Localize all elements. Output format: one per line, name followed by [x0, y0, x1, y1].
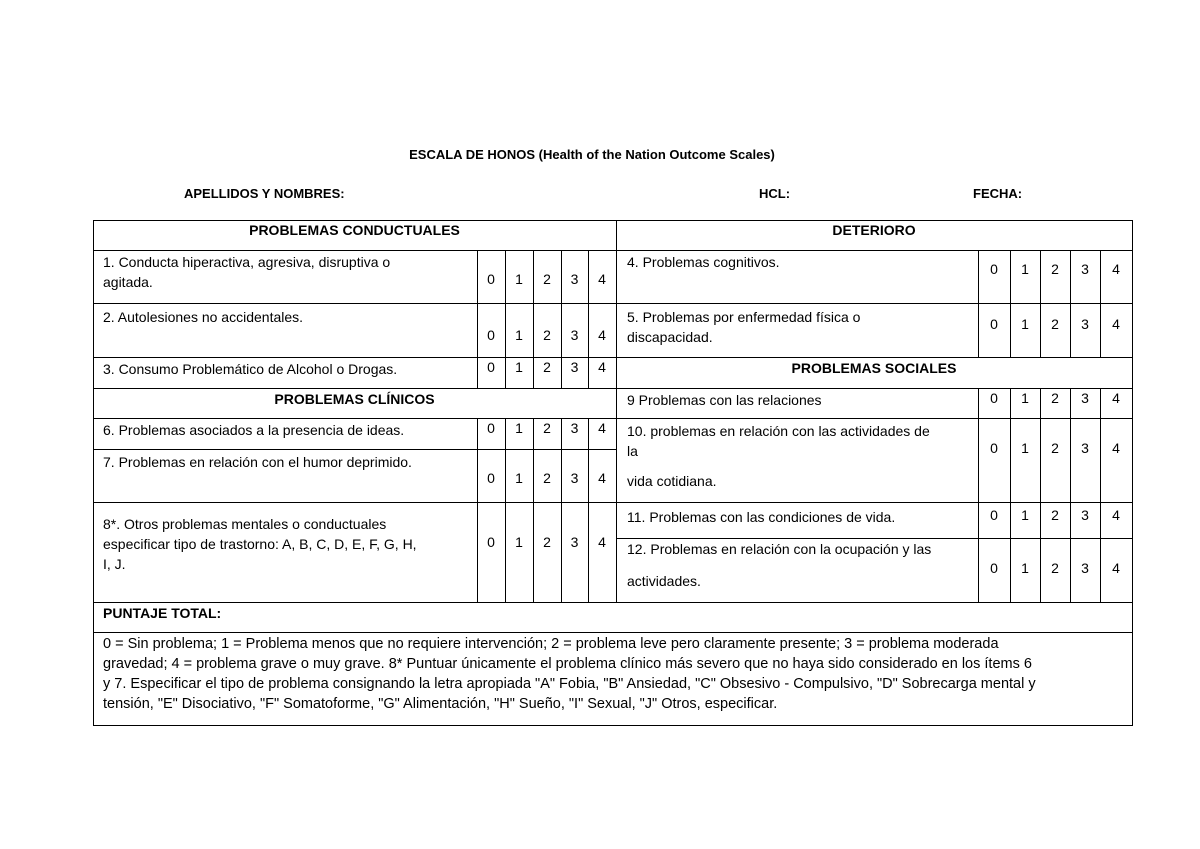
form-title: ESCALA DE HONOS (Health of the Nation Outcome Scales) [409, 147, 775, 162]
legend-line-1: 0 = Sin problema; 1 = Problema menos que no requiere intervención; 2 = problema leve pero claramente presente; 3 = problema moderada [103, 636, 999, 652]
item-11-score-3[interactable]: 3 [1081, 507, 1089, 523]
item-4-score-4[interactable]: 4 [1112, 261, 1120, 277]
row-divider [616, 502, 1132, 503]
item-4-score-1[interactable]: 1 [1021, 261, 1029, 277]
item-2-score-0[interactable]: 0 [487, 327, 495, 343]
item-4-score-2[interactable]: 2 [1051, 261, 1059, 277]
item-8-line-3: I, J. [103, 556, 126, 572]
item-10-score-0[interactable]: 0 [990, 440, 998, 456]
legend-line-4: tensión, "E" Disociativo, "F" Somatoforme, "G" Alimentación, "H" Sueño, "I" Sexual, "J" Otros, especificar. [103, 696, 778, 712]
item-9-text: 9 Problemas con las relaciones [627, 392, 822, 408]
item-10-line-1: 10. problemas en relación con las actividades de [627, 423, 930, 439]
item-1-score-0[interactable]: 0 [487, 271, 495, 287]
item-5-line-1: 5. Problemas por enfermedad física o [627, 309, 861, 325]
item-9-score-0[interactable]: 0 [990, 390, 998, 406]
row-divider [616, 538, 1132, 539]
score-column-divider [1132, 250, 1133, 357]
item-2-text: 2. Autolesiones no accidentales. [103, 309, 304, 325]
row-divider [93, 303, 616, 304]
score-column-divider [588, 418, 589, 602]
item-7-score-2[interactable]: 2 [543, 470, 551, 486]
item-2-score-2[interactable]: 2 [543, 327, 551, 343]
item-6-score-2[interactable]: 2 [543, 420, 551, 436]
row-divider [93, 632, 1132, 633]
item-10-line-3: vida cotidiana. [627, 473, 717, 489]
item-11-score-4[interactable]: 4 [1112, 507, 1120, 523]
item-12-score-4[interactable]: 4 [1112, 560, 1120, 576]
score-column-divider [533, 418, 534, 602]
score-column-divider [1100, 250, 1101, 357]
item-3-score-3[interactable]: 3 [570, 359, 579, 375]
item-7-text: 7. Problemas en relación con el humor deprimido. [103, 454, 412, 470]
scoring-legend [103, 634, 1123, 714]
item-7-score-4[interactable]: 4 [598, 470, 606, 486]
item-3-text: 3. Consumo Problemático de Alcohol o Drogas. [103, 361, 398, 377]
item-6-score-3[interactable]: 3 [570, 420, 579, 436]
item-10-line-2: la [627, 443, 638, 459]
item-8-score-3[interactable]: 3 [570, 534, 579, 550]
item-1-line-2: agitada. [103, 274, 153, 290]
item-6-score-0[interactable]: 0 [487, 420, 495, 436]
item-1-line-1: 1. Conducta hiperactiva, agresiva, disruptiva o [103, 254, 391, 270]
row-divider [93, 449, 616, 450]
item-10-score-4[interactable]: 4 [1112, 440, 1120, 456]
item-12-score-0[interactable]: 0 [990, 560, 998, 576]
item-9-score-1[interactable]: 1 [1021, 390, 1029, 406]
item-4-text: 4. Problemas cognitivos. [627, 254, 780, 270]
item-7-score-1[interactable]: 1 [515, 470, 523, 486]
row-divider [616, 418, 1132, 419]
row-divider [93, 418, 616, 419]
legend-line-2: gravedad; 4 = problema grave o muy grave. 8* Puntuar únicamente el problema clínico más severo que no haya sido considerado en los ítems 6 [103, 656, 1032, 672]
score-column-divider [978, 250, 979, 357]
item-6-score-4[interactable]: 4 [598, 420, 606, 436]
item-6-text: 6. Problemas asociados a la presencia de ideas. [103, 422, 405, 438]
name-label: APELLIDOS Y NOMBRES: [184, 186, 345, 201]
score-column-divider [616, 357, 617, 388]
table-border-bottom [93, 725, 1133, 726]
section-deterioro: DETERIORO [832, 222, 916, 238]
item-10-score-1[interactable]: 1 [1021, 440, 1029, 456]
row-divider [93, 357, 616, 358]
item-1-score-3[interactable]: 3 [570, 271, 579, 287]
item-5-score-4[interactable]: 4 [1112, 316, 1120, 332]
row-divider [93, 602, 1132, 603]
item-10-score-2[interactable]: 2 [1051, 440, 1059, 456]
item-11-score-0[interactable]: 0 [990, 507, 998, 523]
score-column-divider [1100, 388, 1101, 602]
score-column-divider [505, 418, 506, 602]
item-9-score-3[interactable]: 3 [1081, 390, 1089, 406]
hcl-label: HCL: [759, 186, 791, 201]
item-8-score-1[interactable]: 1 [515, 534, 523, 550]
section-conductuales: PROBLEMAS CONDUCTUALES [249, 222, 460, 238]
score-column-divider [1132, 388, 1133, 602]
item-6-score-1[interactable]: 1 [515, 420, 523, 436]
item-10-score-3[interactable]: 3 [1081, 440, 1089, 456]
item-5-line-2: discapacidad. [627, 329, 713, 345]
row-divider [616, 303, 1132, 304]
item-8-score-2[interactable]: 2 [543, 534, 551, 550]
item-12-score-1[interactable]: 1 [1021, 560, 1029, 576]
item-11-score-1[interactable]: 1 [1021, 507, 1029, 523]
date-label: FECHA: [973, 186, 1023, 201]
item-9-score-2[interactable]: 2 [1051, 390, 1059, 406]
row-divider [616, 388, 1132, 389]
item-12-line-1: 12. Problemas en relación con la ocupación y las [627, 541, 932, 557]
item-5-score-0[interactable]: 0 [990, 316, 998, 332]
item-11-score-2[interactable]: 2 [1051, 507, 1059, 523]
table-border-left [93, 220, 94, 725]
item-5-score-3[interactable]: 3 [1081, 316, 1089, 332]
item-3-score-4[interactable]: 4 [598, 359, 606, 375]
section-sociales: PROBLEMAS SOCIALES [791, 360, 957, 376]
item-8-score-4[interactable]: 4 [598, 534, 606, 550]
row-divider [93, 502, 616, 503]
item-11-text: 11. Problemas con las condiciones de vida. [627, 509, 896, 525]
score-column-divider [616, 418, 617, 602]
item-12-score-3[interactable]: 3 [1081, 560, 1089, 576]
item-8-score-0[interactable]: 0 [487, 534, 495, 550]
item-7-score-3[interactable]: 3 [570, 470, 579, 486]
score-column-divider [616, 250, 617, 357]
item-4-score-0[interactable]: 0 [990, 261, 998, 277]
table-border-top [93, 220, 1132, 221]
score-column-divider [561, 418, 562, 602]
item-12-score-2[interactable]: 2 [1051, 560, 1059, 576]
item-3-score-1[interactable]: 1 [515, 359, 523, 375]
honos-table [93, 220, 1132, 725]
score-column-divider [978, 388, 979, 602]
section-clinicos: PROBLEMAS CLÍNICOS [274, 391, 435, 407]
item-8-line-1: 8*. Otros problemas mentales o conductuales [103, 516, 387, 532]
item-3-score-2[interactable]: 2 [543, 359, 551, 375]
row-divider [616, 357, 1132, 358]
item-5-score-2[interactable]: 2 [1051, 316, 1059, 332]
item-2-score-3[interactable]: 3 [570, 327, 579, 343]
item-7-score-0[interactable]: 0 [487, 470, 495, 486]
item-1-score-2[interactable]: 2 [543, 271, 551, 287]
item-2-score-1[interactable]: 1 [515, 327, 523, 343]
item-9-score-4[interactable]: 4 [1112, 390, 1120, 406]
item-12-line-2: actividades. [627, 573, 701, 589]
total-score-label: PUNTAJE TOTAL: [103, 605, 222, 621]
item-1-score-1[interactable]: 1 [515, 271, 523, 287]
row-divider [93, 388, 616, 389]
item-8-line-2: especificar tipo de trastorno: A, B, C, D, E, F, G, H, [103, 536, 417, 552]
score-column-divider [477, 418, 478, 602]
item-2-score-4[interactable]: 4 [598, 327, 606, 343]
item-3-score-0[interactable]: 0 [487, 359, 495, 375]
item-4-score-3[interactable]: 3 [1081, 261, 1089, 277]
row-divider [93, 250, 1132, 251]
legend-line-3: y 7. Especificar el tipo de problema consignando la letra apropiada "A" Fobia, "B" Ansiedad, "C" Obsesivo - Compulsivo, "D" Sobrecarga mental y [103, 676, 1036, 692]
item-1-score-4[interactable]: 4 [598, 271, 606, 287]
item-5-score-1[interactable]: 1 [1021, 316, 1029, 332]
